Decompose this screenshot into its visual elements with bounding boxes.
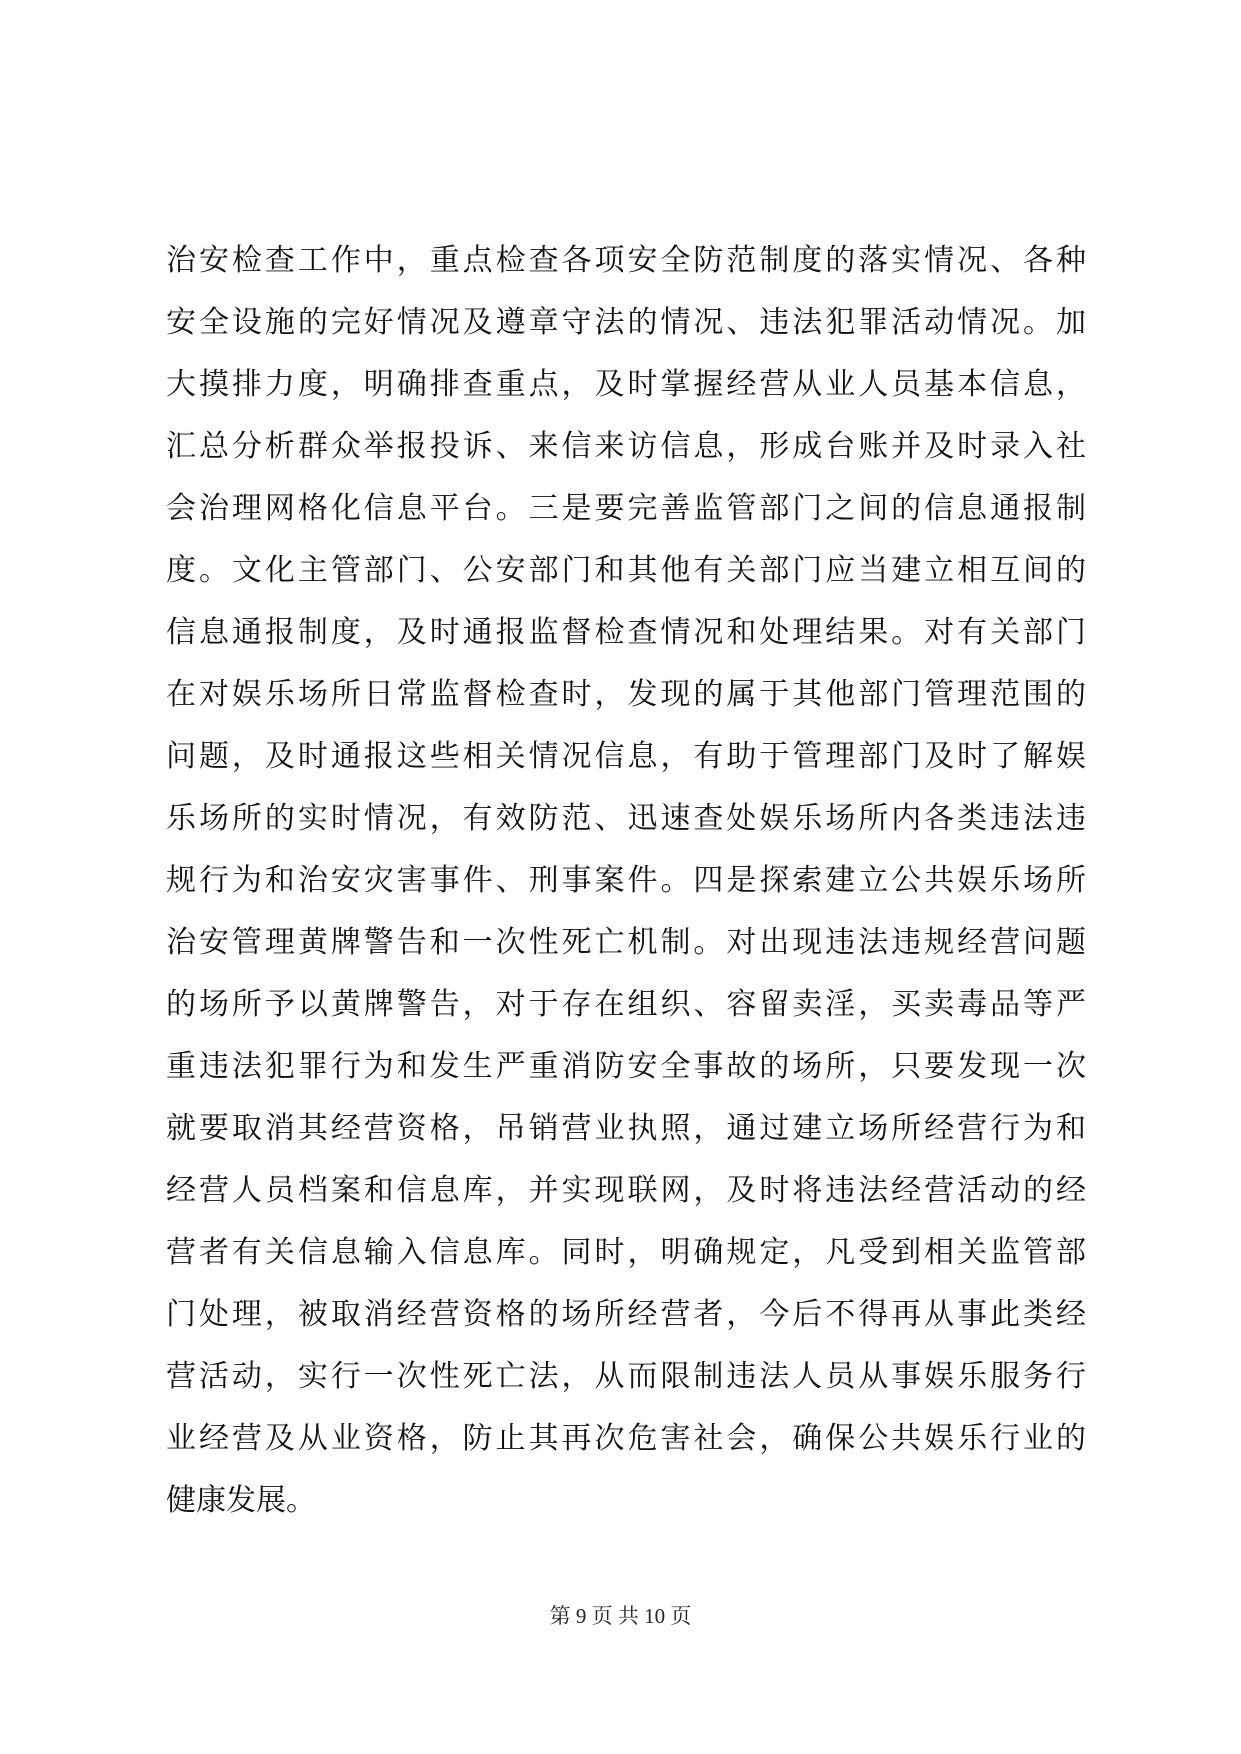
text-line: 度。文化主管部门、公安部门和其他有关部门应当建立相互间的	[166, 553, 1086, 588]
text-line: 治安检查工作中，重点检查各项安全防范制度的落实情况、各种	[166, 243, 1086, 278]
text-line: 会治理网格化信息平台。三是要完善监管部门之间的信息通报制	[166, 491, 1086, 526]
text-line: 业经营及从业资格，防止其再次危害社会，确保公共娱乐行业的	[166, 1421, 1086, 1456]
text-line: 乐场所的实时情况，有效防范、迅速查处娱乐场所内各类违法违	[166, 801, 1086, 836]
text-line: 的场所予以黄牌警告，对于存在组织、容留卖淫，买卖毒品等严	[166, 987, 1086, 1022]
text-line: 大摸排力度，明确排查重点，及时掌握经营从业人员基本信息，	[166, 367, 1086, 402]
text-line: 健康发展。	[166, 1483, 316, 1518]
page-number-footer: 第 9 页 共 10 页	[549, 1604, 692, 1628]
text-line: 安全设施的完好情况及遵章守法的情况、违法犯罪活动情况。加	[166, 305, 1086, 340]
text-line: 汇总分析群众举报投诉、来信来访信息，形成台账并及时录入社	[166, 429, 1086, 464]
text-line: 营者有关信息输入信息库。同时，明确规定，凡受到相关监管部	[166, 1235, 1086, 1270]
text-line: 就要取消其经营资格，吊销营业执照，通过建立场所经营行为和	[166, 1111, 1086, 1146]
text-line: 重违法犯罪行为和发生严重消防安全事故的场所，只要发现一次	[166, 1049, 1086, 1084]
text-line: 信息通报制度，及时通报监督检查情况和处理结果。对有关部门	[166, 615, 1086, 650]
text-line: 营活动，实行一次性死亡法，从而限制违法人员从事娱乐服务行	[166, 1359, 1086, 1394]
text-line: 在对娱乐场所日常监督检查时，发现的属于其他部门管理范围的	[166, 677, 1086, 712]
text-line: 经营人员档案和信息库，并实现联网，及时将违法经营活动的经	[166, 1173, 1086, 1208]
text-line: 问题，及时通报这些相关情况信息，有助于管理部门及时了解娱	[166, 739, 1086, 774]
body-paragraph	[166, 230, 1086, 1532]
text-line: 门处理，被取消经营资格的场所经营者，今后不得再从事此类经	[166, 1297, 1086, 1332]
text-line: 治安管理黄牌警告和一次性死亡机制。对出现违法违规经营问题	[166, 925, 1086, 960]
text-line: 规行为和治安灾害事件、刑事案件。四是探索建立公共娱乐场所	[166, 863, 1086, 898]
